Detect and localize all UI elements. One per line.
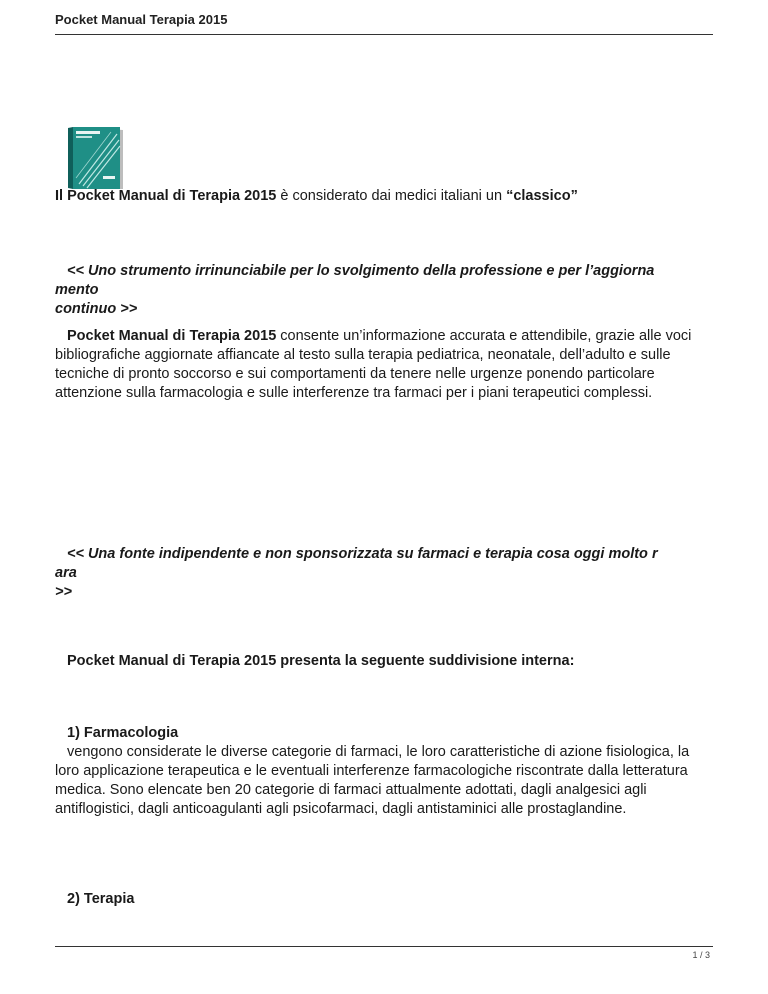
- section-1-heading: 1) Farmacologia: [67, 725, 179, 741]
- section-1-text: vengono considerate le diverse categorie di farmaci, le loro caratteristiche di azione fisiologica, la loro applicazione terapeutica e le eventuali interferenze farmacologiche riscontrate dalla letteratura medica. Sono elencate ben 20 categorie di farmaci attualmente adottati, dagli analgesici agli antiflogistici, dagli anticoagulanti agli psicofarmaci, dagli antistaminici alle prostaglandine.: [55, 744, 690, 817]
- quote-2-line-1: << Una fonte indipendente e non sponsorizzata su farmaci e terapia cosa oggi molto r: [67, 546, 658, 562]
- description-title: Pocket Manual di Terapia 2015: [67, 328, 277, 344]
- subdivision-heading: Pocket Manual di Terapia 2015 presenta la seguente suddivisione interna:: [67, 653, 575, 669]
- quote-2-line-2: ara: [55, 565, 77, 581]
- quote-2: [55, 545, 715, 602]
- intro-title: Il Pocket Manual di Terapia 2015: [55, 188, 277, 204]
- description-text: consente un’informazione accurata e attendibile, grazie alle voci bibliografiche aggiornate affiancate al testo sulla terapia pediatrica, neonatale, dell’adulto e sulle tecniche di pronto soccorso e sui comportamenti da tenere nelle urgenze ponendo particolare attenzione sulla farmacologia e sulle interferenze tra farmaci per i piani terapeutici complessi.: [55, 328, 692, 401]
- page-header-title: Pocket Manual Terapia 2015: [55, 12, 228, 27]
- quote-1-line-2: mento: [55, 282, 99, 298]
- header-divider: [55, 34, 713, 35]
- intro-paragraph: [55, 187, 715, 206]
- quote-1-line-1: << Uno strumento irrinunciabile per lo svolgimento della professione e per l’aggiorna: [67, 263, 655, 279]
- page-number: 1 / 3: [692, 950, 710, 960]
- intro-text: è considerato dai medici italiani un: [276, 188, 507, 204]
- quote-2-line-3: >>: [55, 584, 72, 600]
- quote-1: [55, 262, 715, 319]
- footer-divider: [55, 946, 713, 947]
- section-farmacologia: [55, 724, 715, 819]
- book-cover-image: [67, 126, 126, 190]
- section-2-heading: 2) Terapia: [67, 891, 135, 907]
- quote-1-line-3: continuo >>: [55, 301, 138, 317]
- intro-classic: “classico”: [506, 188, 578, 204]
- description-paragraph: [55, 327, 715, 403]
